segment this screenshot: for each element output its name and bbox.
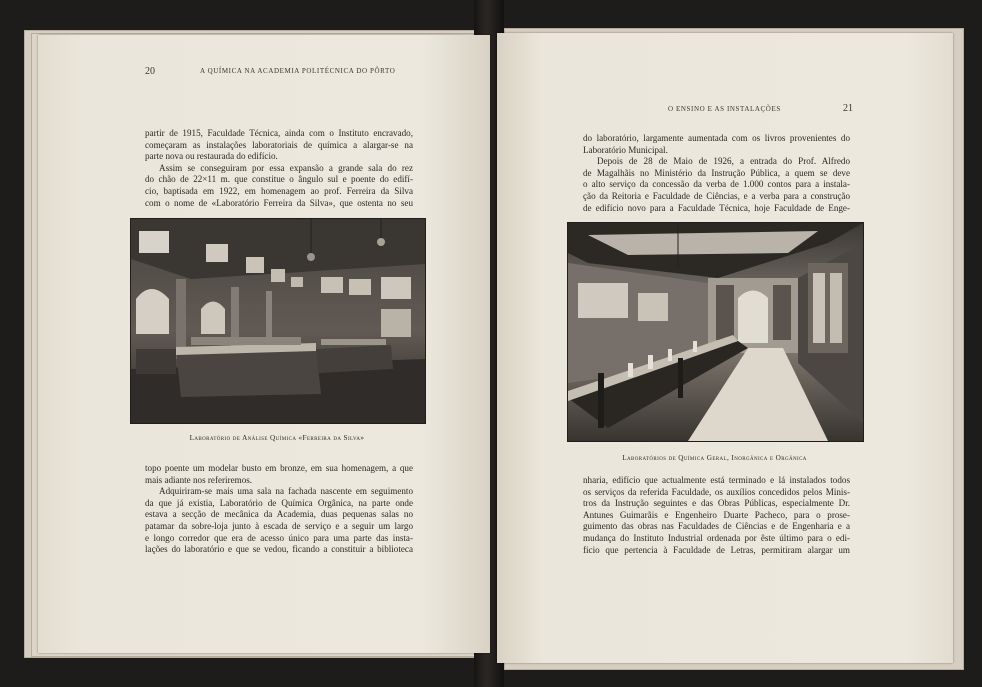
lab-photo-image [568, 223, 863, 441]
text-line: lações do laboratório e que se vedou, ficando a constituir a biblioteca [145, 544, 413, 555]
text-line: parte nova ou restaurada do edifício. [145, 151, 278, 162]
lab-photo-ferreira-da-silva [130, 218, 426, 424]
right-bottom-paragraph [583, 475, 850, 556]
text-line: Adquiriram-se mais uma sala na fachada nascente em seguimento [159, 486, 413, 497]
text-line: mais adiante nos referiremos. [145, 474, 253, 485]
text-line: Antunes Guimarãis e Engenheiro Duarte Pacheco, para o prose- [583, 509, 850, 520]
text-line: tros da Instrução seguintes e das Obras Públicas, especialmente Dr. [583, 498, 850, 509]
text-line: mudança do Instituto Industrial ordenada por êste último para o edi- [583, 532, 850, 543]
text-line: partir de 1915, Faculdade Técnica, ainda com o Instituto encravado, [145, 128, 413, 138]
lab-photo-general-chemistry [567, 222, 864, 442]
text-line: cio, baptisada em 1922, em homenagem ao prof. Ferreira da Silva [145, 185, 413, 196]
text-line: patamar da sobre-loja junto à escada de serviço e a seguir um largo [145, 520, 413, 531]
text-line: da que já existia, Laboratório de Química Orgânica, na parte onde [145, 497, 413, 508]
text-line: estava a secção de mecânica da Academia, duas pequenas salas no [145, 509, 413, 520]
left-top-paragraph [145, 128, 413, 209]
right-running-head: O ENSINO E AS INSTALAÇÕES [668, 105, 781, 113]
text-line: os serviços da referida Faculdade, os auxílios concedidos pelos Minis- [583, 486, 850, 497]
text-line: guimento das obras nas Faculdades de Ciências e de Engenharia e a [583, 521, 850, 532]
text-line: começaram as instalações laboratoriais de química a alargar-se na [145, 139, 413, 150]
lab-photo-image [131, 219, 425, 423]
text-line: ção da Reitoria e Faculdade de Ciências, e a verba para a construção [583, 190, 850, 201]
right-page-number: 21 [843, 103, 853, 114]
text-line: do laboratório, largamente aumentada com os livros provenientes do [583, 133, 850, 143]
text-line: Depois de 28 de Maio de 1926, a entrada do Prof. Alfredo [597, 156, 850, 167]
right-photo-caption: Laboratórios de Química Geral, Inorgânica e Orgânica [622, 454, 807, 462]
text-line: de edifício novo para a Faculdade Técnica, hoje Faculdade de Enge- [583, 202, 850, 213]
text-line: do chão de 22×11 m. que constitue o ângulo sul e poente do edifí- [145, 174, 413, 185]
text-line: o alto serviço da concessão da verba de 1.000 contos para a instala- [583, 179, 850, 190]
left-bottom-paragraph [145, 463, 413, 556]
text-line: topo poente um modelar busto em bronze, em sua homenagem, a que [145, 463, 413, 473]
right-top-paragraph [583, 133, 850, 214]
left-page-number: 20 [145, 66, 155, 77]
text-line: nharia, edifício que actualmente está terminado e lá instalados todos [583, 475, 850, 485]
left-page-header [145, 66, 485, 77]
text-line: fício que pertencia à Faculdade de Letras, permitiram alargar um [583, 544, 850, 555]
text-line: Assim se conseguiram por essa expansão a grande sala do rez [159, 162, 413, 173]
text-line: com o nome de «Laboratório Ferreira da Silva», que ostenta no seu [145, 197, 413, 208]
left-photo-caption: Laboratório de Análise Química «Ferreira da Silva» [189, 434, 365, 442]
text-line: e longo corredor que era de acesso único para uma parte das insta- [145, 532, 413, 543]
text-line: Laboratório Municipal. [583, 144, 668, 155]
right-page-header [668, 105, 853, 113]
text-line: de Magalhãis no Ministério da Instrução Pública, a quem se deve [583, 167, 850, 178]
left-running-head: A QUÍMICA NA ACADEMIA POLITÉCNICA DO PÔRTO [200, 67, 396, 75]
